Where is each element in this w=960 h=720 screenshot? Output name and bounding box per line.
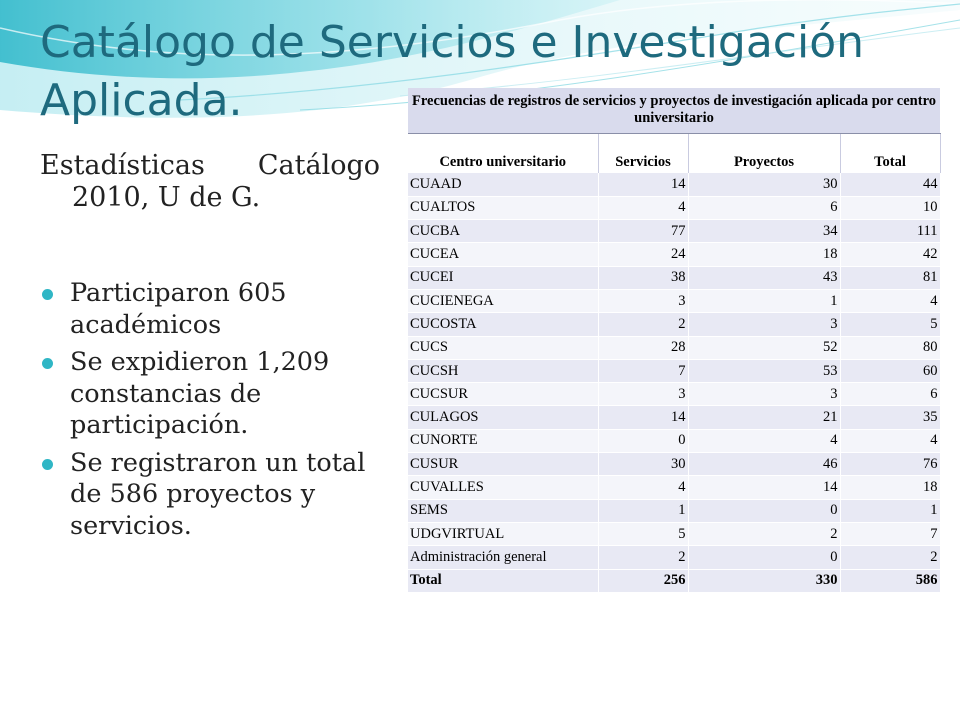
- table-row: [408, 220, 940, 243]
- cell-centro: CUALTOS: [408, 196, 598, 219]
- table-row: [408, 429, 940, 452]
- cell-centro: CUCEI: [408, 266, 598, 289]
- table-row: [408, 336, 940, 359]
- bullet-dot-icon: [42, 289, 53, 300]
- cell-servicios: 1: [598, 499, 688, 522]
- cell-servicios: 3: [598, 289, 688, 312]
- cell-proyectos: 18: [688, 243, 840, 266]
- bullet-item: [40, 448, 380, 543]
- column-header-servicios: Servicios: [598, 133, 688, 173]
- cell-total: 18: [840, 476, 940, 499]
- table-row: [408, 243, 940, 266]
- bullet-item: [40, 278, 380, 341]
- table-row: [408, 383, 940, 406]
- cell-servicios: 2: [598, 546, 688, 569]
- table-row: [408, 453, 940, 476]
- cell-total-servicios: 256: [598, 569, 688, 592]
- table-total-row: [408, 569, 940, 592]
- table-body: [408, 173, 940, 592]
- cell-total: 42: [840, 243, 940, 266]
- table-row: [408, 522, 940, 545]
- table-row: [408, 359, 940, 382]
- cell-proyectos: 53: [688, 359, 840, 382]
- cell-total: 1: [840, 499, 940, 522]
- cell-total: 76: [840, 453, 940, 476]
- cell-servicios: 0: [598, 429, 688, 452]
- cell-centro: UDGVIRTUAL: [408, 522, 598, 545]
- bullet-item: [40, 347, 380, 442]
- cell-proyectos: 6: [688, 196, 840, 219]
- cell-total: 80: [840, 336, 940, 359]
- cell-centro: Administración general: [408, 546, 598, 569]
- cell-centro: SEMS: [408, 499, 598, 522]
- cell-servicios: 14: [598, 406, 688, 429]
- cell-centro: CUVALLES: [408, 476, 598, 499]
- cell-servicios: 77: [598, 220, 688, 243]
- frequency-table-container: [408, 88, 942, 593]
- cell-total: 111: [840, 220, 940, 243]
- cell-servicios: 3: [598, 383, 688, 406]
- cell-proyectos: 3: [688, 313, 840, 336]
- cell-proyectos: 21: [688, 406, 840, 429]
- cell-centro: CUCSH: [408, 359, 598, 382]
- cell-servicios: 4: [598, 476, 688, 499]
- cell-servicios: 28: [598, 336, 688, 359]
- cell-proyectos: 14: [688, 476, 840, 499]
- cell-centro: CUNORTE: [408, 429, 598, 452]
- cell-centro: CUCBA: [408, 220, 598, 243]
- bullet-dot-icon: [42, 358, 53, 369]
- column-header-proyectos: Proyectos: [688, 133, 840, 173]
- cell-total: 5: [840, 313, 940, 336]
- cell-servicios: 4: [598, 196, 688, 219]
- bullet-list: [40, 278, 380, 548]
- table-row: [408, 476, 940, 499]
- subtitle-word-catalogo: Catálogo: [257, 150, 380, 181]
- cell-servicios: 14: [598, 173, 688, 196]
- cell-proyectos: 0: [688, 546, 840, 569]
- table-row: [408, 173, 940, 196]
- subtitle-line-2: 2010, U de G.: [72, 182, 261, 213]
- cell-total: 6: [840, 383, 940, 406]
- cell-total: 7: [840, 522, 940, 545]
- cell-proyectos: 1: [688, 289, 840, 312]
- cell-proyectos: 43: [688, 266, 840, 289]
- subtitle-word-estadisticas: Estadísticas: [40, 150, 205, 181]
- cell-proyectos: 2: [688, 522, 840, 545]
- cell-total: 81: [840, 266, 940, 289]
- cell-total: 35: [840, 406, 940, 429]
- cell-servicios: 7: [598, 359, 688, 382]
- table-row: [408, 499, 940, 522]
- cell-proyectos: 3: [688, 383, 840, 406]
- cell-centro: CUCOSTA: [408, 313, 598, 336]
- cell-centro: CUCS: [408, 336, 598, 359]
- cell-centro: CUCIENEGA: [408, 289, 598, 312]
- cell-total-total: 586: [840, 569, 940, 592]
- column-header-total: Total: [840, 133, 940, 173]
- cell-total: 4: [840, 289, 940, 312]
- cell-total: 4: [840, 429, 940, 452]
- cell-proyectos: 30: [688, 173, 840, 196]
- cell-servicios: 38: [598, 266, 688, 289]
- table-row: [408, 266, 940, 289]
- cell-proyectos: 0: [688, 499, 840, 522]
- cell-servicios: 24: [598, 243, 688, 266]
- table-row: [408, 406, 940, 429]
- table-row: [408, 546, 940, 569]
- cell-servicios: 30: [598, 453, 688, 476]
- cell-servicios: 5: [598, 522, 688, 545]
- page-title: Catálogo de Servicios e Investigación Aplicada.: [40, 17, 865, 126]
- cell-total-proyectos: 330: [688, 569, 840, 592]
- cell-centro: CUCEA: [408, 243, 598, 266]
- table-row: [408, 196, 940, 219]
- cell-total: 44: [840, 173, 940, 196]
- table-row: [408, 313, 940, 336]
- cell-total: 60: [840, 359, 940, 382]
- cell-proyectos: 46: [688, 453, 840, 476]
- cell-total: 2: [840, 546, 940, 569]
- cell-centro: CUAAD: [408, 173, 598, 196]
- cell-centro: CUCSUR: [408, 383, 598, 406]
- table-caption: Frecuencias de registros de servicios y proyectos de investigación aplicada por centro universitario: [408, 88, 940, 133]
- bullet-text: Se registraron un total de 586 proyectos y servicios.: [70, 447, 366, 541]
- bullet-dot-icon: [42, 459, 53, 470]
- bullet-text: Participaron 605 académicos: [70, 278, 287, 340]
- frequency-table: [408, 88, 941, 593]
- subtitle: [40, 150, 380, 214]
- table-row: [408, 289, 940, 312]
- bullet-text: Se expidieron 1,209 constancias de participación.: [70, 347, 330, 440]
- column-header-centro: Centro universitario: [408, 133, 598, 173]
- cell-proyectos: 52: [688, 336, 840, 359]
- cell-proyectos: 4: [688, 429, 840, 452]
- cell-centro: CULAGOS: [408, 406, 598, 429]
- cell-total: 10: [840, 196, 940, 219]
- cell-total-label: Total: [408, 569, 598, 592]
- cell-servicios: 2: [598, 313, 688, 336]
- cell-proyectos: 34: [688, 220, 840, 243]
- cell-centro: CUSUR: [408, 453, 598, 476]
